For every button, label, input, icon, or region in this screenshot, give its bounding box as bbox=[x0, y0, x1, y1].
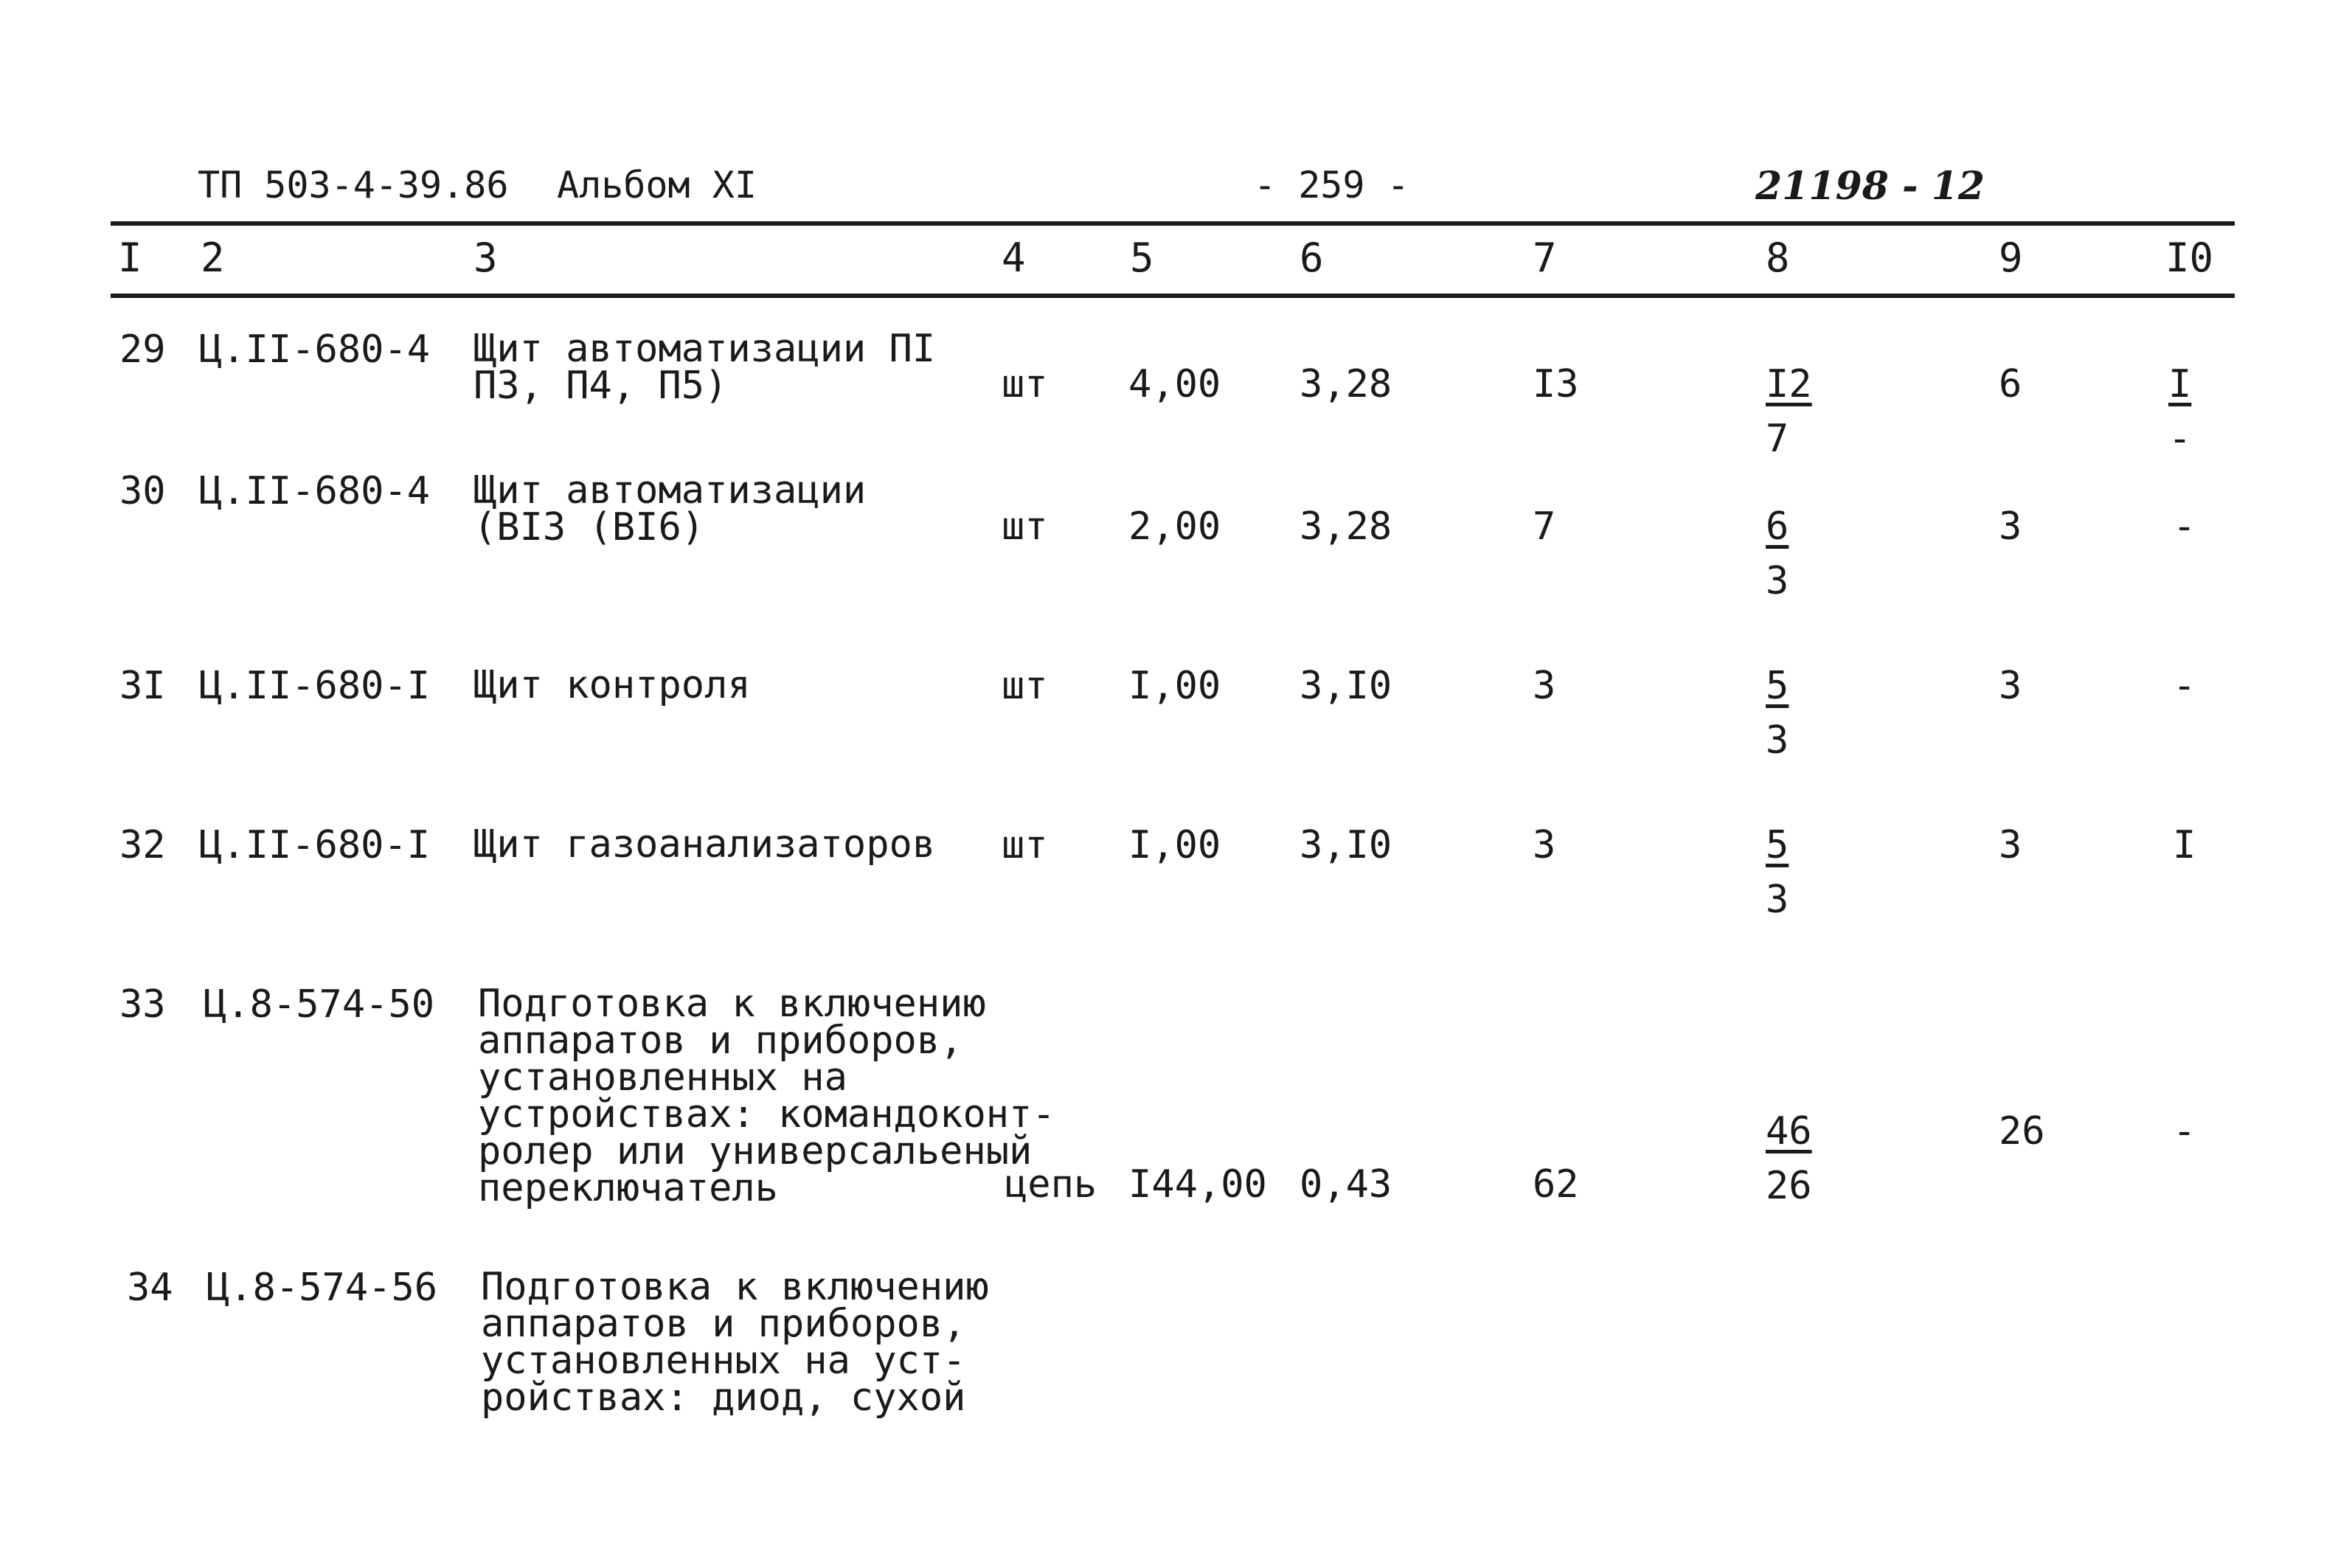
row-col6: 3,I0 bbox=[1300, 664, 1392, 708]
row-description: Щит автоматизации ПI П3, П4, П5) bbox=[473, 327, 936, 408]
row-code: Ц.8-574-56 bbox=[207, 1266, 438, 1310]
row-code: Ц.II-680-I bbox=[199, 823, 431, 867]
row-number: 34 bbox=[127, 1266, 173, 1310]
row-quantity: 2,00 bbox=[1128, 504, 1221, 549]
row-description: Подготовка к включению аппаратов и приборов, установленных на устройствах: командоконт- ролер или универсальеный переключатель bbox=[478, 982, 1055, 1210]
row-description: Щит автоматизации (BI3 (BI6) bbox=[473, 468, 867, 549]
row-number: 30 bbox=[119, 469, 166, 513]
row-description: Подготовка к включению аппаратов и приборов, установленных на уст- ройствах: диод, сухой bbox=[481, 1265, 989, 1420]
page-number: - 259 - bbox=[1254, 164, 1409, 207]
row-col9: 6 bbox=[1999, 362, 2022, 406]
doc-code: ТП 503-4-39.86 bbox=[198, 164, 509, 207]
header-rule-bottom bbox=[111, 294, 2235, 298]
fraction-numerator: 46 bbox=[1766, 1109, 1812, 1154]
row-col10: - bbox=[2173, 504, 2196, 549]
handwritten-number: 21198 - 12 bbox=[1755, 164, 1985, 209]
row-number: 32 bbox=[119, 823, 166, 867]
fraction-denominator: 26 bbox=[1766, 1164, 1812, 1208]
fraction-numerator: 5 bbox=[1766, 823, 1789, 867]
row-col6: 3,28 bbox=[1300, 504, 1392, 549]
fraction-numerator: I bbox=[2168, 362, 2192, 406]
row-col10: I bbox=[2173, 823, 2196, 867]
column-number-7: 7 bbox=[1533, 235, 1557, 281]
row-description: Щит контроля bbox=[473, 663, 751, 707]
row-col10-fraction bbox=[2168, 362, 2257, 461]
row-code: Ц.II-680-4 bbox=[199, 327, 431, 372]
row-col8-fraction bbox=[1766, 1109, 1854, 1208]
row-col7: 62 bbox=[1533, 1162, 1579, 1207]
fraction-numerator: 5 bbox=[1766, 664, 1789, 708]
row-col7: I3 bbox=[1533, 362, 1579, 406]
row-unit: шт bbox=[1002, 504, 1048, 549]
row-col9: 3 bbox=[1999, 664, 2022, 708]
header-rule-top bbox=[111, 221, 2235, 226]
row-col9: 3 bbox=[1999, 504, 2022, 549]
row-col8-fraction bbox=[1766, 504, 1854, 603]
row-col7: 7 bbox=[1533, 504, 1556, 549]
fraction-denominator: - bbox=[2168, 417, 2192, 461]
row-col9: 26 bbox=[1999, 1109, 2045, 1154]
row-col6: 3,28 bbox=[1300, 362, 1392, 406]
row-quantity: I44,00 bbox=[1128, 1162, 1267, 1207]
row-code: Ц.8-574-50 bbox=[204, 982, 435, 1027]
fraction-denominator: 3 bbox=[1766, 559, 1789, 603]
row-unit: шт bbox=[1002, 823, 1048, 867]
column-number-2: 2 bbox=[201, 235, 225, 281]
row-col9: 3 bbox=[1999, 823, 2022, 867]
row-col8-fraction bbox=[1766, 823, 1854, 922]
row-col6: 3,I0 bbox=[1300, 823, 1392, 867]
row-col8-fraction bbox=[1766, 664, 1854, 763]
column-number-6: 6 bbox=[1300, 235, 1324, 281]
row-quantity: 4,00 bbox=[1128, 362, 1221, 406]
row-code: Ц.II-680-I bbox=[199, 664, 431, 708]
row-col6: 0,43 bbox=[1300, 1162, 1392, 1207]
row-col10: - bbox=[2173, 1109, 2196, 1154]
row-col10: - bbox=[2173, 664, 2196, 708]
fraction-denominator: 3 bbox=[1766, 718, 1789, 763]
column-number-9: 9 bbox=[1999, 235, 2023, 281]
fraction-denominator: 3 bbox=[1766, 878, 1789, 922]
row-description: Щит газоанализаторов bbox=[473, 822, 936, 867]
column-number-4: 4 bbox=[1002, 235, 1026, 281]
fraction-numerator: 6 bbox=[1766, 504, 1789, 549]
row-unit: шт bbox=[1002, 664, 1048, 708]
fraction-denominator: 7 bbox=[1766, 417, 1789, 461]
fraction-numerator: I2 bbox=[1766, 362, 1812, 406]
row-code: Ц.II-680-4 bbox=[199, 469, 431, 513]
row-col8-fraction bbox=[1766, 362, 1854, 461]
row-number: 29 bbox=[119, 327, 166, 372]
column-number-10: I0 bbox=[2165, 235, 2214, 281]
row-number: 3I bbox=[119, 664, 166, 708]
row-unit: цепь bbox=[1005, 1162, 1097, 1207]
row-col7: 3 bbox=[1533, 823, 1556, 867]
row-number: 33 bbox=[119, 982, 166, 1027]
column-number-1: I bbox=[118, 235, 142, 281]
row-quantity: I,00 bbox=[1128, 664, 1221, 708]
column-number-3: 3 bbox=[473, 235, 498, 281]
column-number-8: 8 bbox=[1766, 235, 1790, 281]
row-quantity: I,00 bbox=[1128, 823, 1221, 867]
row-unit: шт bbox=[1002, 362, 1048, 406]
column-number-5: 5 bbox=[1130, 235, 1154, 281]
album-label: Альбом XI bbox=[557, 164, 757, 207]
row-col7: 3 bbox=[1533, 664, 1556, 708]
